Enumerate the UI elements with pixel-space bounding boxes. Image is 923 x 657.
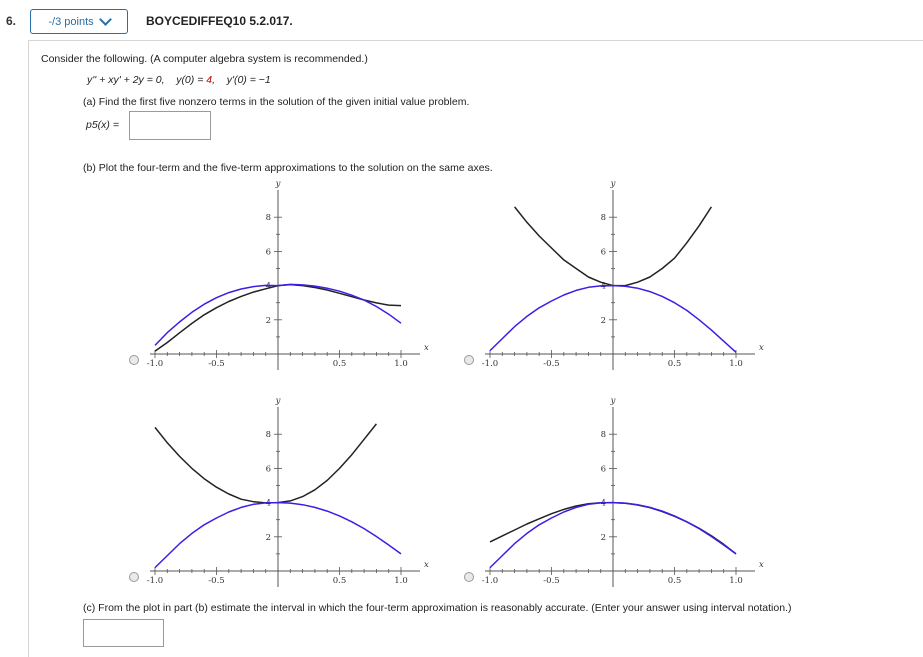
x-tick-label: 1.0 (394, 359, 408, 369)
x-axis-label: x (424, 560, 429, 570)
y-tick-label: 8 (600, 430, 606, 441)
ic1-prefix: y(0) = (176, 74, 207, 86)
x-tick-label: 0.5 (667, 576, 682, 586)
x-tick-label: -1.0 (481, 359, 499, 369)
x-tick-label: -0.5 (208, 576, 225, 586)
y-tick-label: 4 (600, 281, 606, 292)
ic1-suffix: , (212, 74, 216, 86)
x-axis-label: x (424, 343, 429, 353)
header-divider (28, 40, 923, 41)
y-tick-label: 8 (600, 213, 606, 224)
y-tick-label: 6 (600, 247, 606, 258)
x-tick-label: 1.0 (729, 359, 743, 369)
problem-equation (87, 74, 271, 86)
y-tick-label: 4 (265, 498, 271, 509)
part-a-prompt: (a) Find the first five nonzero terms in the solution of the given initial value problem. (83, 96, 470, 108)
y-axis-label: y (275, 396, 281, 406)
problem-intro: Consider the following. (A computer algebra system is recommended.) (41, 53, 368, 65)
y-tick-label: 8 (265, 430, 271, 441)
plot-option-4 (475, 395, 775, 590)
x-tick-label: 0.5 (332, 576, 347, 586)
x-tick-label: -0.5 (543, 576, 560, 586)
points-dropdown-button[interactable] (30, 9, 128, 34)
y-tick-label: 2 (600, 532, 606, 543)
plot-option-3-radio[interactable] (129, 572, 139, 582)
x-tick-label: -1.0 (481, 576, 499, 586)
plot-option-4-radio[interactable] (464, 572, 474, 582)
points-label: -/3 points (48, 15, 94, 28)
x-tick-label: 1.0 (394, 576, 408, 586)
y-axis-label: y (610, 396, 616, 406)
y-tick-label: 6 (600, 464, 606, 475)
y-tick-label: 2 (265, 315, 271, 326)
y-axis-label: y (275, 179, 281, 189)
y-tick-label: 2 (600, 315, 606, 326)
plot-option-2 (475, 178, 775, 373)
ic2-text: y'(0) = −1 (226, 74, 271, 86)
x-axis-label: x (759, 560, 764, 570)
x-tick-label: -1.0 (146, 359, 164, 369)
ode-text: y'' + xy' + 2y = 0, (87, 74, 165, 86)
y-tick-label: 2 (265, 532, 271, 543)
x-axis-label: x (759, 343, 764, 353)
y-tick-label: 6 (265, 247, 271, 258)
question-title: BOYCEDIFFEQ10 5.2.017. (146, 14, 293, 28)
x-tick-label: -0.5 (208, 359, 225, 369)
p5-answer-input[interactable] (129, 111, 211, 140)
y-tick-label: 8 (265, 213, 271, 224)
x-tick-label: 0.5 (332, 359, 347, 369)
chevron-down-icon (99, 13, 112, 26)
part-b-prompt: (b) Plot the four-term and the five-term approximations to the solution on the same axes. (83, 162, 493, 174)
p5-label: p5(x) = (86, 119, 119, 131)
y-axis-label: y (610, 179, 616, 189)
plot-option-3 (140, 395, 440, 590)
x-tick-label: -0.5 (543, 359, 560, 369)
x-tick-label: 0.5 (667, 359, 682, 369)
x-tick-label: 1.0 (729, 576, 743, 586)
left-divider (28, 40, 29, 657)
y-tick-label: 4 (265, 281, 271, 292)
plot-option-1-radio[interactable] (129, 355, 139, 365)
part-c-prompt: (c) From the plot in part (b) estimate the interval in which the four-term approximation is reasonably accurate. (Enter your answer using interval notation.) (83, 602, 792, 614)
y-tick-label: 6 (265, 464, 271, 475)
plot-option-1 (140, 178, 440, 373)
interval-answer-input[interactable] (83, 619, 164, 647)
x-tick-label: -1.0 (146, 576, 164, 586)
y-tick-label: 4 (600, 498, 606, 509)
question-number: 6. (6, 14, 17, 28)
ic1-value: 4 (206, 74, 213, 86)
plot-option-2-radio[interactable] (464, 355, 474, 365)
